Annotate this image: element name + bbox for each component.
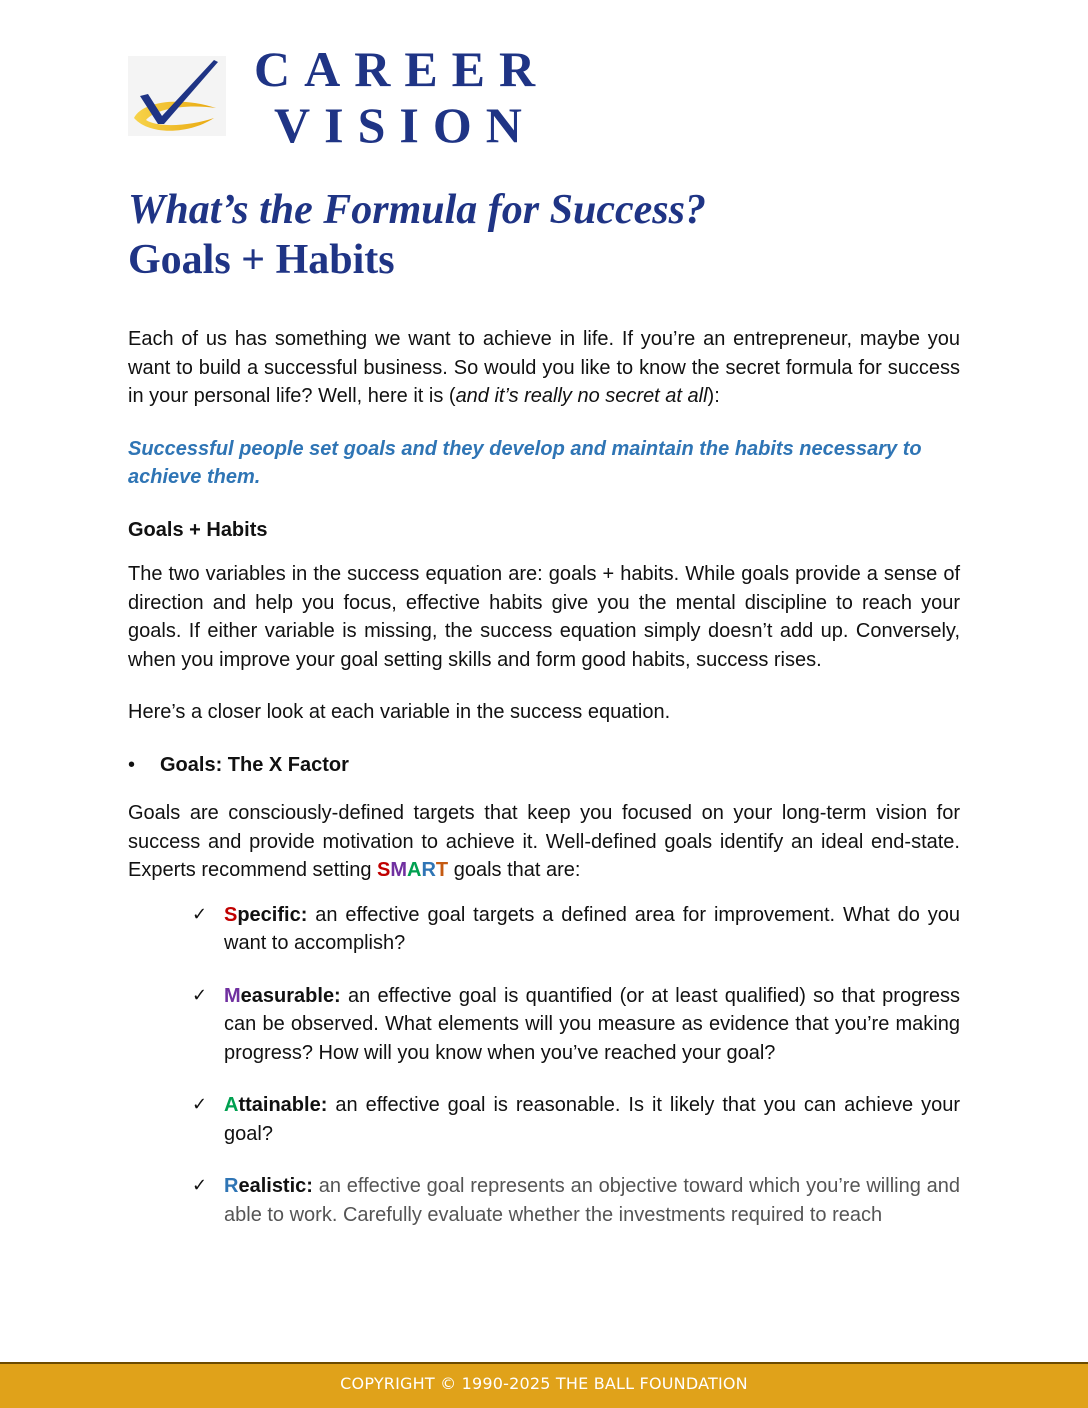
check-icon: ✓ <box>192 1094 208 1115</box>
goals-text: Goals are consciously-defined targets that keep you focused on your long-term vision for success and provide motivation to achieve it. Well-defined goals identify an ideal end-state. Experts recommend setting <box>128 802 960 881</box>
check-icon: ✓ <box>192 903 208 925</box>
intro-paragraph <box>128 325 960 411</box>
check-text: an effective goal is quantified (or at least qualified) so that progress can be observed. What elements will you measure as evidence that you’re making progress? How will you know when you’ve reached your goal? <box>224 984 960 1064</box>
check-term <box>224 1094 327 1116</box>
check-item-attainable <box>192 1091 960 1148</box>
smart-checklist <box>192 901 960 1230</box>
intro-italic: and it’s really no secret at all <box>455 385 708 407</box>
check-term-rest: ttainable: <box>238 1094 328 1116</box>
check-term <box>224 1175 313 1197</box>
smart-a: A <box>407 859 422 881</box>
highlight-statement: Successful people set goals and they develop and maintain the habits necessary to achieve them. <box>128 437 922 488</box>
check-icon: ✓ <box>192 984 208 1006</box>
logo-word-career: CAREER <box>254 41 550 97</box>
check-term-rest: pecific: <box>237 903 308 926</box>
copyright-footer: COPYRIGHT © 1990-2025 THE BALL FOUNDATION <box>0 1362 1088 1408</box>
check-text: an effective goal represents an objective toward which you’re willing and able to work. Carefully evaluate whether the investments required to reach <box>224 1175 960 1226</box>
check-letter: R <box>224 1175 239 1197</box>
check-item-specific <box>192 901 960 958</box>
check-text: an effective goal targets a defined area for improvement. What do you want to accomplish? <box>224 903 960 954</box>
bullet-goals-heading <box>128 751 960 780</box>
goals-text-after: goals that are: <box>448 859 581 881</box>
page-title: What’s the Formula for Success? <box>128 187 706 233</box>
article-body <box>128 325 960 1253</box>
check-letter: M <box>224 984 241 1007</box>
smart-r: R <box>421 859 436 881</box>
goals-paragraph <box>128 799 960 885</box>
check-term <box>224 985 341 1007</box>
smart-acronym <box>377 859 448 881</box>
bullet-heading-text: Goals: The X Factor <box>160 753 349 776</box>
section-heading: Goals + Habits <box>128 518 268 541</box>
closer-look-paragraph: Here’s a closer look at each variable in the success equation. <box>128 701 671 723</box>
variables-paragraph: The two variables in the success equation are: goals + habits. While goals provide a sense of direction and help you focus, effective habits give you the mental discipline to reach your goals. If either variable is missing, the success equation simply doesn’t add up. Conversely, when you improve your goal setting skills and form good habits, success rises. <box>128 563 960 671</box>
page-subtitle: Goals + Habits <box>128 237 395 283</box>
intro-text: Each of us has something we want to achieve in life. If you’re an entrepreneur, maybe you want to build a successful business. So would you like to know the secret formula for success in your personal life? Well, here it is ( <box>128 328 960 407</box>
smart-s: S <box>377 859 391 881</box>
check-item-measurable <box>192 982 960 1068</box>
smart-t: T <box>435 859 449 881</box>
intro-end: ): <box>707 385 720 407</box>
check-text: an effective goal is reasonable. Is it likely that you can achieve your goal? <box>224 1094 960 1145</box>
check-icon: ✓ <box>192 1175 208 1196</box>
check-term <box>224 904 307 926</box>
bullet-icon: • <box>128 753 136 776</box>
smart-m: M <box>390 859 408 881</box>
check-letter: A <box>224 1094 239 1116</box>
logo-word-vision: VISION <box>274 97 536 153</box>
check-letter: S <box>224 903 238 926</box>
checkmark-swoosh-logo-icon <box>128 56 226 136</box>
check-term-rest: ealistic: <box>238 1175 313 1197</box>
check-term-rest: easurable: <box>240 984 341 1007</box>
career-vision-logo <box>128 41 550 154</box>
check-item-realistic <box>192 1172 960 1229</box>
